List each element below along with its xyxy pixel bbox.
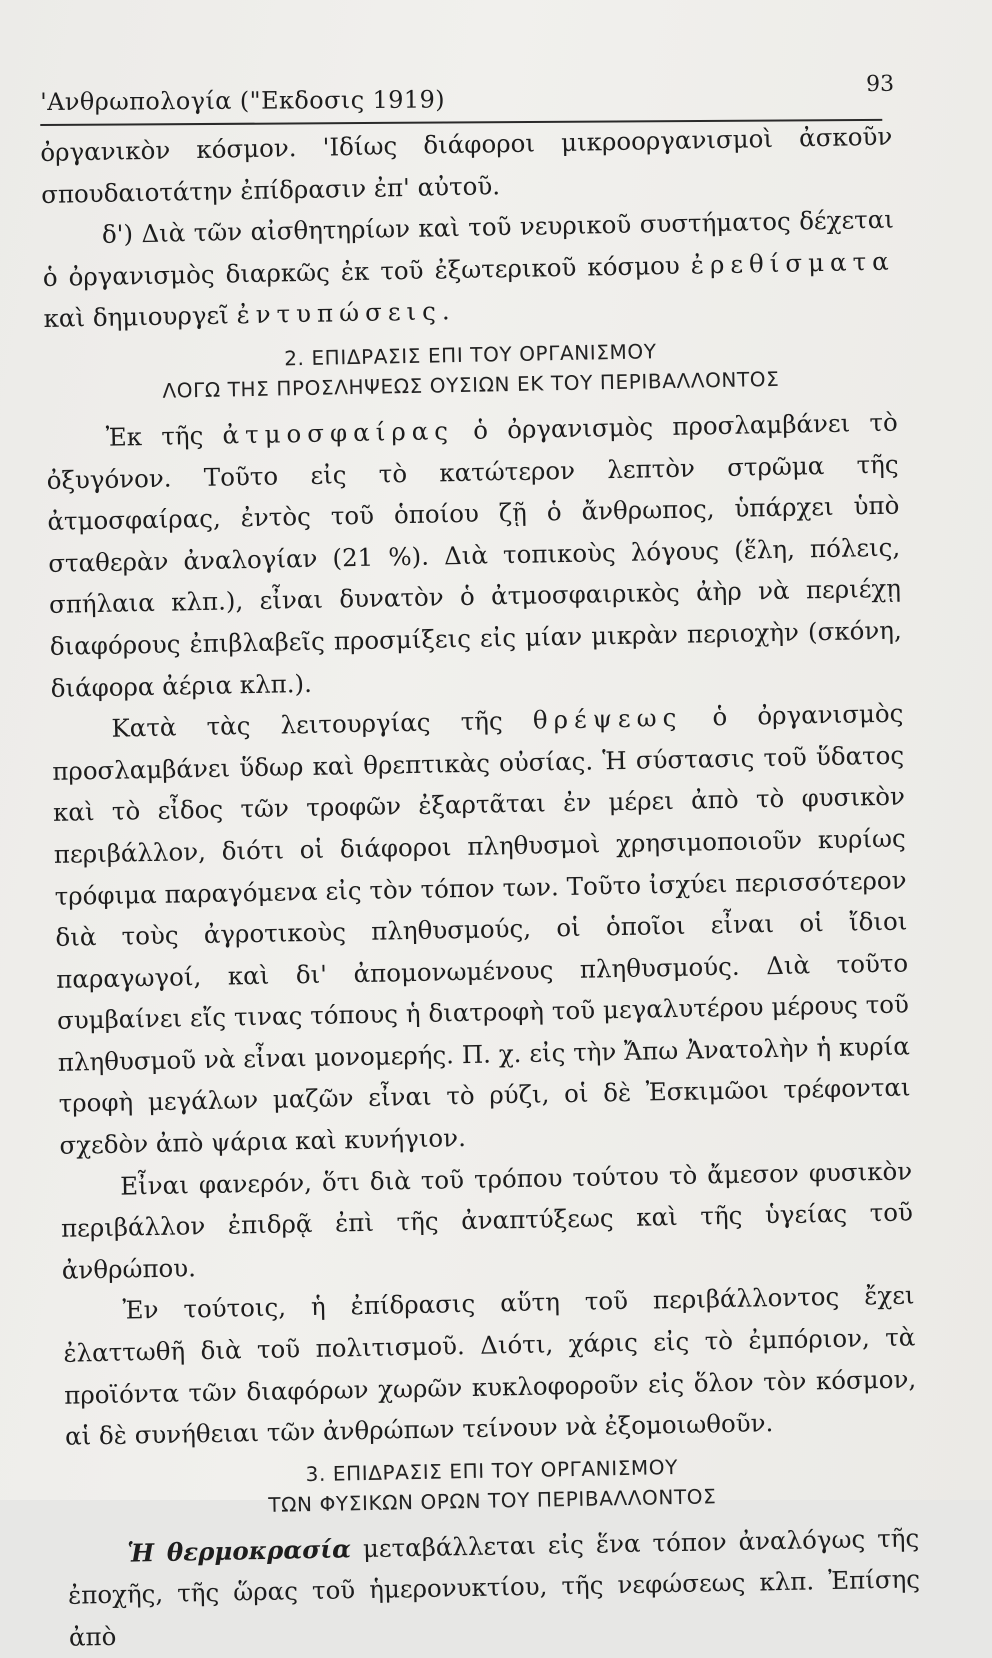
emphasized-term: ἀτμοσφαίρας: [222, 416, 455, 450]
paragraph-temperature: [67, 1517, 921, 1658]
paragraph-atmosphere: [45, 402, 902, 709]
paragraph-text: μεταβάλλεται εἰς ἕνα τόπον ἀναλόγως τῆς ἐποχῆς, τῆς ὥρας τοῦ ἡμερονυκτίου, τῆς νεφώσεως κλπ. Ἐπίσης ἀπὸ: [67, 1523, 921, 1652]
paragraph-text: ὁ ὀργανισμὸς προσλαμβάνει ὕδωρ καὶ θρεπτικὰς οὐσίας. Ἡ σύστασις τοῦ ὕδατος καὶ τὸ εἶδος τῶν τροφῶν ἐξαρτᾶται ἐν μέρει ἀπὸ τὸ φυσικὸν περιβάλλον, διότι οἱ διάφοροι πληθυσμοὶ χρησιμοποιοῦν κυρίως τρόφιμα παραγόμενα εἰς τὸν τόπον των. Τοῦτο ἰσχύει περισσότερον διὰ τοὺς ἀγροτικοὺς πληθυσμούς, οἱ ὁποῖοι εἶναι οἱ ἴδιοι παραγωγοί, καὶ δι' ἀπομονωμένους πληθυσμούς. Διὰ τοῦτο συμβαίνει εἴς τινας τόπους ἡ διατροφὴ τοῦ μεγαλυτέρου μέρους τοῦ πληθυσμοῦ νὰ εἶναι μονομερής. Π. χ. εἰς τὴν Ἄπω Ἀνατολὴν ἡ κυρία τροφὴ μεγάλων μαζῶν εἶναι τὸ ρύζι, οἱ δὲ Ἐσκιμῶοι τρέφονται σχεδὸν ἀπὸ ψάρια καὶ κυνήγιον.: [51, 698, 911, 1160]
paragraph-text: καὶ δημιουργεῖ: [43, 300, 230, 334]
page-number: 93: [865, 71, 895, 97]
section-heading-line: ΛΟΓΩ ΤΗΣ ΠΡΟΣΛΗΨΕΩΣ ΟΥΣΙΩΝ ΕΚ ΤΟΥ ΠΕΡΙΒΑΛΛΟΝΤΟΣ: [162, 366, 780, 403]
paragraph-text: Κατὰ τὰς λειτουργίας τῆς: [111, 706, 503, 743]
emphasized-term: ἐρεθίσματα: [690, 246, 895, 280]
running-title: 'Ανθρωπολογία ("Εκδοσις 1919): [40, 85, 446, 116]
paragraph-senses: [42, 199, 896, 340]
paragraph-text: Ἐκ τῆς: [105, 420, 204, 452]
paragraph-text: ὁ ὀργανισμὸς προσλαμβάνει τὸ ὀξυγόνον. Τοῦτο εἰς τὸ κατώτερον λεπτὸν στρῶμα τῆς ἀτμοσφαίρας, ἐντὸς τοῦ ὁποίου ζῇ ὁ ἄνθρωπος, ὑπάρχει ὑπὸ σταθερὰν ἀναλογίαν (21 %). Διὰ τοπικοὺς λόγους (ἕλη, πόλεις, σπήλαια κλπ.), εἶναι δυνατὸν ὁ ἀτμοσφαιρικὸς ἀὴρ νὰ περιέχῃ διαφόρους ἐπιβλαβεῖς προσμίξεις εἰς μίαν μικρὰν περιοχὴν (σκόνη, διάφορα ἀέρια κλπ.).: [46, 407, 902, 703]
paragraph-text: .: [441, 296, 450, 326]
section-heading-3: [66, 1447, 919, 1523]
paragraph-text: δ') Διὰ τῶν αἰσθητηρίων καὶ τοῦ νευρικοῦ συστήματος δέχεται ὁ ὀργανισμὸς διαρκῶς ἐκ τοῦ ἐξωτερικοῦ κόσμου: [42, 204, 895, 292]
bold-term: Ἡ θερμοκρασία: [127, 1534, 352, 1568]
section-heading-line: ΤΩΝ ΦΥΣΙΚΩΝ ΟΡΩΝ ΤΟΥ ΠΕΡΙΒΑΛΛΟΝΤΟΣ: [268, 1484, 717, 1517]
emphasized-term: θρέψεως: [532, 702, 683, 735]
section-heading-line: 3. ΕΠΙΔΡΑΣΙΣ ΕΠΙ ΤΟΥ ΟΡΓΑΝΙΣΜΟΥ: [305, 1454, 679, 1486]
paragraph-environment: Εἶναι φανερόν, ὅτι διὰ τοῦ τρόπου τούτου τὸ ἄμεσον φυσικὸν περιβάλλον ἐπιδρᾷ ἐπὶ τῆς ἀναπτύξεως καὶ τῆς ὑγείας τοῦ ἀνθρώπου.: [60, 1156, 914, 1285]
emphasized-term: ἐντυπώσεις: [236, 296, 443, 330]
paragraph-nutrition: [51, 693, 912, 1167]
section-heading-line: 2. ΕΠΙΔΡΑΣΙΣ ΕΠΙ ΤΟΥ ΟΡΓΑΝΙΣΜΟΥ: [283, 339, 657, 371]
paragraph-continuation: ὀργανικὸν κόσμον. 'Ιδίως διάφοροι μικροοργανισμοὶ ἀσκοῦν σπουδαιοτάτην ἐπίδρασιν ἐπ' αὐτοῦ.: [40, 121, 893, 209]
paragraph-civilization: Ἐν τούτοις, ἡ ἐπίδρασις αὕτη τοῦ περιβάλλοντος ἔχει ἐλαττωθῆ διὰ τοῦ πολιτισμοῦ. Διότι, χάρις εἰς τὸ ἐμπόριον, τὰ προϊόντα τῶν διαφόρων χωρῶν κυκλοφοροῦν εἰς ὅλον τὸν κόσμον, αἱ δὲ συνήθειαι τῶν ἀνθρώπων τείνουν νὰ ἐξομοιωθοῦν.: [63, 1280, 917, 1451]
page-body: [40, 116, 921, 1658]
section-heading-2: [44, 332, 897, 408]
